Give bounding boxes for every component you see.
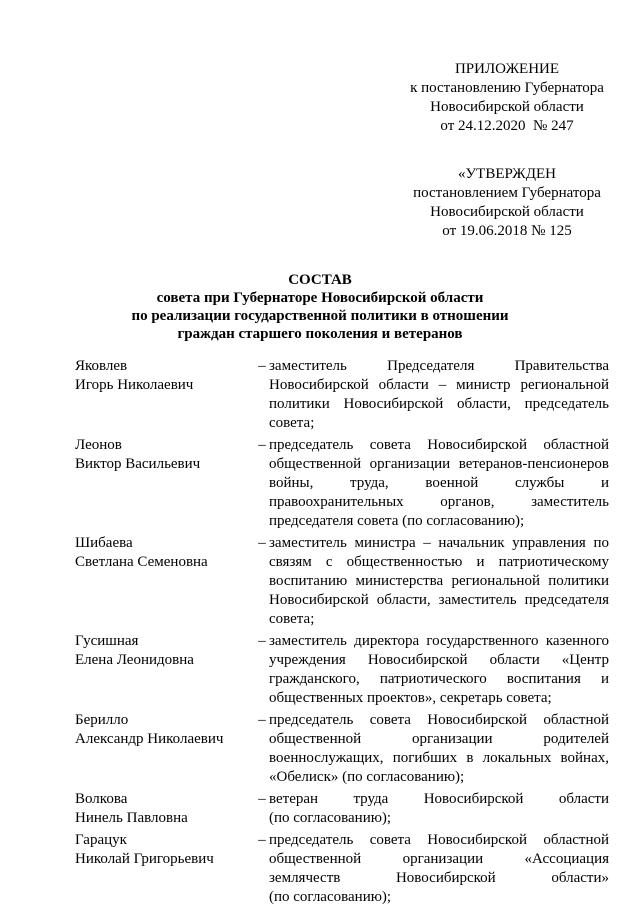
member-row bbox=[75, 436, 615, 531]
member-role-line: Новосибирской области – министр региональной bbox=[269, 377, 609, 393]
member-role-line: общественной организации «Ассоциация bbox=[269, 851, 609, 867]
member-dash: – bbox=[258, 832, 266, 848]
member-dash: – bbox=[258, 791, 266, 807]
member-role-line: председатель совета Новосибирской областной bbox=[269, 712, 609, 728]
approved-block bbox=[405, 165, 609, 241]
member-role bbox=[269, 790, 609, 828]
member-role-line: связям с общественностью и патриотическому bbox=[269, 554, 609, 570]
member-name bbox=[75, 534, 255, 629]
member-role-line: общественной организации родителей bbox=[269, 731, 609, 747]
member-role bbox=[269, 711, 609, 787]
title-line-2: по реализации государственной политики в отношении bbox=[131, 308, 509, 324]
members-list bbox=[75, 357, 615, 910]
member-role-line: землячеств Новосибирской области» bbox=[269, 870, 609, 886]
member-dash: – bbox=[258, 437, 266, 453]
member-row bbox=[75, 790, 615, 828]
member-role-line: военнослужащих, погибших в локальных войнах, bbox=[269, 750, 609, 766]
member-name bbox=[75, 831, 255, 907]
member-given-names: Александр Николаевич bbox=[75, 731, 224, 747]
member-role-line: председателя совета (по согласованию); bbox=[269, 513, 525, 529]
member-role-line: политики Новосибирской области, председатель bbox=[269, 396, 609, 412]
member-given-names: Николай Григорьевич bbox=[75, 851, 214, 867]
member-role-line: общественной организации ветеранов-пенсионеров bbox=[269, 456, 609, 472]
member-name bbox=[75, 632, 255, 708]
member-surname: Волкова bbox=[75, 791, 128, 807]
approved-line-1: постановлением Губернатора bbox=[413, 185, 601, 201]
appendix-line-1: к постановлению Губернатора bbox=[410, 80, 604, 96]
member-name bbox=[75, 436, 255, 531]
member-row bbox=[75, 357, 615, 433]
member-role bbox=[269, 831, 609, 907]
member-role-line: заместитель Председателя Правительства bbox=[269, 358, 609, 374]
member-surname: Яковлев bbox=[75, 358, 128, 374]
approved-label: «УТВЕРЖДЕН bbox=[458, 166, 556, 182]
member-given-names: Елена Леонидовна bbox=[75, 652, 194, 668]
member-surname: Берилло bbox=[75, 712, 129, 728]
member-role-line: правоохранительных органов, заместитель bbox=[269, 494, 609, 510]
member-role-line: учреждения Новосибирской области «Центр bbox=[269, 652, 609, 668]
member-role-line: общественных проектов», секретарь совета; bbox=[269, 690, 552, 706]
member-role-line: воспитанию министерства региональной политики bbox=[269, 573, 609, 589]
member-name bbox=[75, 357, 255, 433]
member-given-names: Нинель Павловна bbox=[75, 810, 188, 826]
member-dash: – bbox=[258, 633, 266, 649]
title-line-1: совета при Губернаторе Новосибирской области bbox=[156, 290, 484, 306]
member-name bbox=[75, 790, 255, 828]
member-role-line: председатель совета Новосибирской областной bbox=[269, 437, 609, 453]
member-role bbox=[269, 436, 609, 531]
title-heading: СОСТАВ bbox=[288, 272, 352, 288]
member-role-line: (по согласованию); bbox=[269, 889, 392, 905]
member-given-names: Виктор Васильевич bbox=[75, 456, 201, 472]
appendix-block bbox=[405, 60, 609, 136]
member-role-line: (по согласованию); bbox=[269, 810, 392, 826]
member-row bbox=[75, 632, 615, 708]
member-dash: – bbox=[258, 712, 266, 728]
member-role bbox=[269, 534, 609, 629]
member-surname: Леонов bbox=[75, 437, 122, 453]
member-surname: Гусишная bbox=[75, 633, 139, 649]
member-role bbox=[269, 632, 609, 708]
member-name bbox=[75, 711, 255, 787]
member-role-line: совета; bbox=[269, 415, 315, 431]
member-given-names: Светлана Семеновна bbox=[75, 554, 208, 570]
member-row bbox=[75, 711, 615, 787]
member-surname: Гарацук bbox=[75, 832, 127, 848]
member-role-line: войны, труда, военной службы и bbox=[269, 475, 609, 491]
member-role-line: заместитель министра – начальник управления по bbox=[269, 535, 609, 551]
member-row bbox=[75, 831, 615, 907]
title-line-3: граждан старшего поколения и ветеранов bbox=[177, 326, 463, 342]
member-role-line: ветеран труда Новосибирской области bbox=[269, 791, 609, 807]
approved-line-2: Новосибирской области bbox=[430, 204, 584, 220]
member-surname: Шибаева bbox=[75, 535, 133, 551]
member-given-names: Игорь Николаевич bbox=[75, 377, 194, 393]
approved-line-3: от 19.06.2018 № 125 bbox=[442, 223, 572, 239]
member-dash: – bbox=[258, 535, 266, 551]
member-role-line: совета; bbox=[269, 611, 315, 627]
member-row bbox=[75, 534, 615, 629]
member-dash: – bbox=[258, 358, 266, 374]
member-role-line: председатель совета Новосибирской областной bbox=[269, 832, 609, 848]
member-role-line: заместитель директора государственного казенного bbox=[269, 633, 609, 649]
document-title bbox=[100, 271, 540, 343]
member-role-line: Новосибирской области, заместитель председателя bbox=[269, 592, 609, 608]
member-role bbox=[269, 357, 609, 433]
member-role-line: гражданского, патриотического воспитания и bbox=[269, 671, 609, 687]
appendix-label: ПРИЛОЖЕНИЕ bbox=[454, 61, 560, 77]
appendix-line-2: Новосибирской области bbox=[430, 99, 584, 115]
appendix-line-3: от 24.12.2020 № 247 bbox=[440, 118, 574, 134]
member-role-line: «Обелиск» (по согласованию); bbox=[269, 769, 465, 785]
